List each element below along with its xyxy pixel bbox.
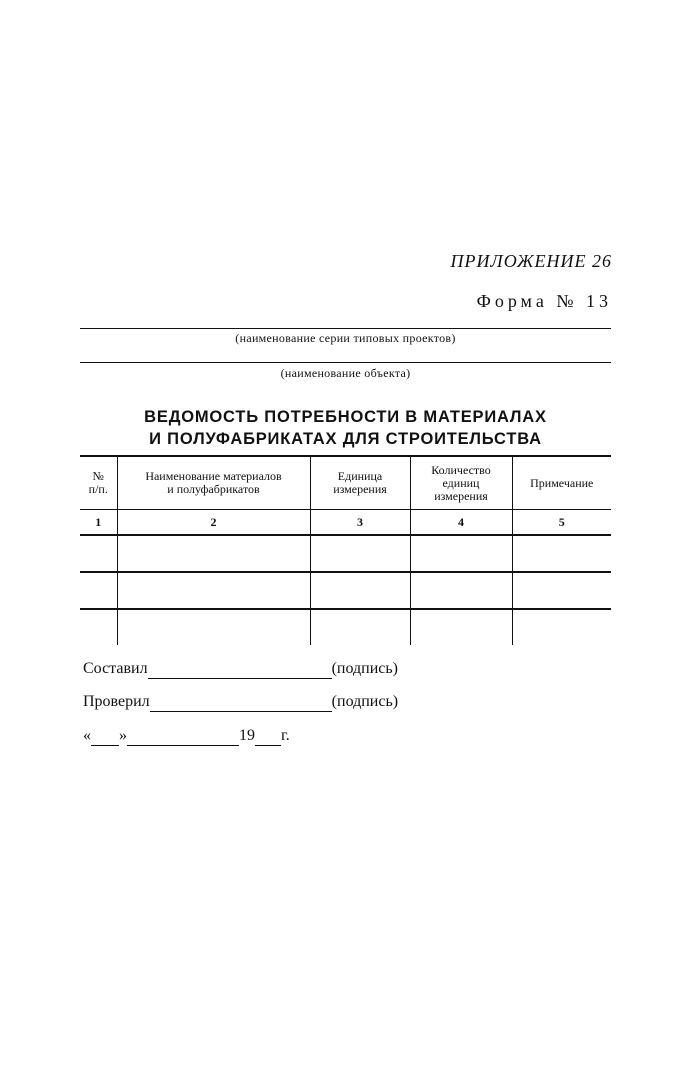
table-cell[interactable]	[310, 535, 410, 572]
table-cell[interactable]	[80, 535, 117, 572]
signature-hint: (подпись)	[331, 693, 399, 710]
table-cell[interactable]	[310, 609, 410, 645]
column-number: 2	[117, 510, 310, 536]
date-close-quote: »	[119, 727, 127, 744]
table-cell[interactable]	[310, 572, 410, 609]
signature-hint: (подпись)	[331, 660, 398, 677]
document-title-line-2: И ПОЛУФАБРИКАТАХ ДЛЯ СТРОИТЕЛЬСТВА	[149, 430, 542, 448]
column-number: 5	[512, 510, 611, 536]
table-cell[interactable]	[410, 609, 512, 645]
table-row	[80, 535, 611, 572]
column-header-line: Примечание	[530, 475, 594, 490]
table-header-row	[80, 456, 611, 510]
compiled-by-signature-field[interactable]	[148, 660, 332, 679]
table-cell[interactable]	[410, 572, 512, 609]
column-number-row	[80, 510, 611, 536]
column-header-line: Количество	[431, 462, 491, 477]
table-cell[interactable]	[512, 609, 611, 645]
column-header-line: Наименование материалов	[145, 469, 282, 483]
appendix-number: ПРИЛОЖЕНИЕ 26	[450, 251, 612, 271]
column-header-line: единиц	[442, 475, 480, 490]
table-cell[interactable]	[80, 609, 117, 645]
table-cell[interactable]	[117, 535, 310, 572]
column-header-line: измерения	[333, 482, 387, 496]
series-name-caption: (наименование серии типовых проектов)	[235, 331, 456, 345]
date-year-prefix: 19	[239, 727, 255, 744]
checked-by-label: Проверил	[83, 693, 150, 710]
table-row	[80, 609, 611, 645]
table-cell[interactable]	[117, 609, 310, 645]
form-number: Форма № 13	[476, 291, 612, 311]
date-year-field[interactable]	[255, 727, 281, 746]
date-open-quote: «	[83, 727, 91, 744]
column-header-line: измерения	[434, 488, 488, 503]
column-number: 4	[410, 510, 512, 536]
column-header-line: и полуфабрикатов	[167, 482, 260, 496]
column-header-material-name	[117, 456, 310, 510]
table-cell[interactable]	[410, 535, 512, 572]
column-header-number	[80, 456, 117, 510]
table-row	[80, 572, 611, 609]
date-month-field[interactable]	[127, 727, 239, 746]
checked-by-line	[83, 693, 398, 712]
date-year-suffix: г.	[281, 727, 290, 744]
compiled-by-label: Составил	[83, 660, 148, 677]
table-cell[interactable]	[512, 572, 611, 609]
compiled-by-line	[83, 660, 398, 679]
date-line	[83, 727, 290, 746]
column-header-line: п/п.	[88, 482, 108, 496]
column-number: 3	[310, 510, 410, 536]
document-title-line-1: ВЕДОМОСТЬ ПОТРЕБНОСТИ В МАТЕРИАЛАХ	[144, 408, 547, 426]
column-header-quantity	[410, 456, 512, 510]
column-header-line: №	[92, 469, 104, 483]
series-name-field[interactable]	[80, 328, 611, 329]
table-cell[interactable]	[117, 572, 310, 609]
table-cell[interactable]	[512, 535, 611, 572]
materials-table	[80, 455, 611, 645]
date-day-field[interactable]	[91, 727, 119, 746]
object-name-field[interactable]	[80, 362, 611, 363]
table-cell[interactable]	[80, 572, 117, 609]
column-number: 1	[80, 510, 117, 536]
column-header-line: Единица	[337, 469, 383, 483]
column-header-note	[512, 456, 611, 510]
checked-by-signature-field[interactable]	[150, 693, 332, 712]
object-name-caption: (наименование объекта)	[280, 366, 411, 380]
column-header-unit	[310, 456, 410, 510]
